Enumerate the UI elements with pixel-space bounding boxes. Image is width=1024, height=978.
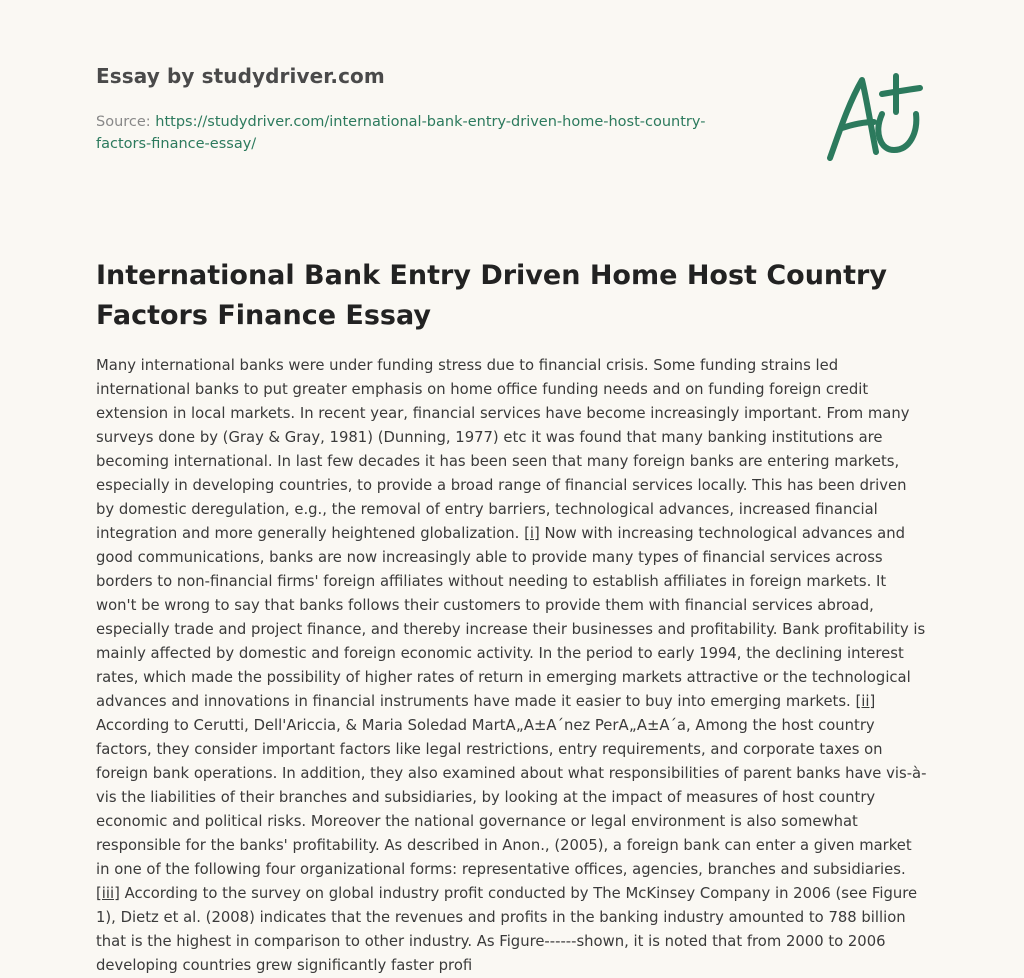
- a-plus-logo-icon: [820, 66, 930, 166]
- essay-title: International Bank Entry Driven Home Host Country Factors Finance Essay: [96, 260, 887, 331]
- paragraph-text: According to the survey on global industry profit conducted by The McKinsey Company in 2006 (see Figure 1), Dietz et al. (2008) indicates that the revenues and profits in the banking industry amounted to 788 billion that is the highest in comparison to other industry. As Figure------shown, it is noted that from 2000 to 2006 developing countries grew significantly faster profi: [96, 885, 918, 974]
- paragraph-text: According to Cerutti, Dell'Ariccia, & Maria Soledad MartA„A±A´nez PerA„A±A´a, Among the host country factors, they consider important factors like legal restrictions, entry requirements, and corporate taxes on foreign bank operations. In addition, they also examined about what responsibilities of parent banks have vis-à-vis the liabilities of their branches and subsidiaries, by looking at the impact of measures of host country economic and political risks. Moreover the national governance or legal environment is also somewhat responsible for the banks' profitability. As described in Anon., (2005), a foreign bank can enter a given market in one of the following four organizational forms: representative offices, agencies, branches and subsidiaries.: [96, 717, 927, 878]
- footnote-link-iii[interactable]: [iii]: [96, 885, 120, 902]
- site-title: Essay by studydriver.com: [96, 64, 385, 88]
- essay-body: [96, 354, 928, 978]
- source-link[interactable]: https://studydriver.com/international-bank-entry-driven-home-host-country-factors-finance-essay/: [96, 114, 706, 152]
- source-label: Source:: [96, 114, 151, 130]
- footnote-link-i[interactable]: [i]: [524, 525, 540, 542]
- paragraph-text: Many international banks were under funding stress due to financial crisis. Some funding strains led international banks to put greater emphasis on home office funding needs and on funding foreign credit extension in local markets. In recent year, financial services have become increasingly important. From many surveys done by (Gray & Gray, 1981) (Dunning, 1977) etc it was found that many banking institutions are becoming international. In last few decades it has been seen that many foreign banks are entering markets, especially in developing countries, to provide a broad range of financial services locally. This has been driven by domestic deregulation, e.g., the removal of entry barriers, technological advances, increased financial integration and more generally heightened globalization.: [96, 357, 910, 542]
- paragraph-text: Now with increasing technological advances and good communications, banks are now increasingly able to provide many types of financial services across borders to non-financial firms' foreign affiliates without needing to establish affiliates in foreign markets. It won't be wrong to say that banks follows their customers to provide them with financial services abroad, especially trade and project finance, and thereby increase their businesses and profitability. Bank profitability is mainly affected by domestic and foreign economic activity. In the period to early 1994, the declining interest rates, which made the possibility of higher rates of return in emerging markets attractive or the technological advances and innovations in financial instruments have made it easier to buy into emerging markets.: [96, 525, 926, 710]
- source-line: [96, 111, 746, 155]
- footnote-link-ii[interactable]: [ii]: [855, 693, 876, 710]
